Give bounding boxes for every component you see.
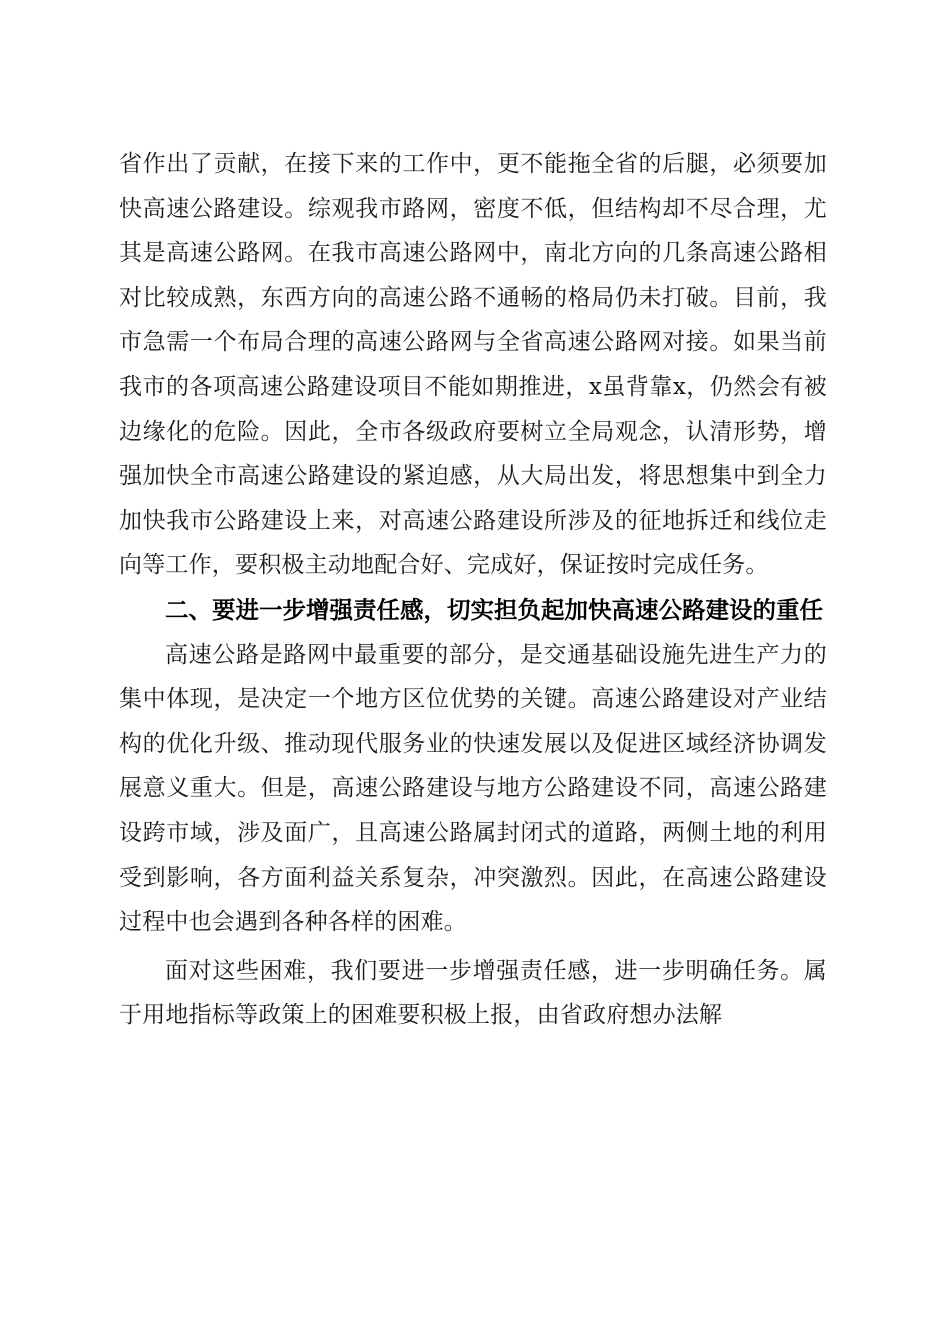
paragraph-facing-difficulties: 面对这些困难，我们要进一步增强责任感，进一步明确任务。属于用地指标等政策上的困难要积极上报，由省政府想办法解 [119,957,827,1029]
paragraph-highway-network: 省作出了贡献，在接下来的工作中，更不能拖全省的后腿，必须要加快高速公路建设。综观我市路网，密度不低，但结构却不尽合理，尤其是高速公路网。在我市高速公路网中，南北方向的几条高速公路相对比较成熟，东西方向的高速公路不通畅的格局仍未打破。目前，我市急需一个布局合理的高速公路网与全省高速公路网对接。如果当前我市的各项高速公路建设项目不能如期推进，x虽背靠x，仍然会有被边缘化的危险。因此，全市各级政府要树立全局观念，认清形势，增强加快全市高速公路建设的紧迫感，从大局出发，将思想集中到全力加快我市公路建设上来，对高速公路建设所涉及的征地拆迁和线位走向等工作，要积极主动地配合好、完成好，保证按时完成任务。 [119,151,827,579]
document-body [119,142,827,1038]
section-heading-responsibility: 二、要进一步增强责任感，切实担负起加快高速公路建设的重任 [165,595,823,624]
paragraph-highway-importance: 高速公路是路网中最重要的部分，是交通基础设施先进生产力的集中体现，是决定一个地方区位优势的关键。高速公路建设对产业结构的优化升级、推动现代服务业的快速发展以及促进区域经济协调发展意义重大。但是，高速公路建设与地方公路建设不同，高速公路建设跨市域，涉及面广，且高速公路属封闭式的道路，两侧土地的利用受到影响，各方面利益关系复杂，冲突激烈。因此，在高速公路建设过程中也会遇到各种各样的困难。 [119,641,827,936]
